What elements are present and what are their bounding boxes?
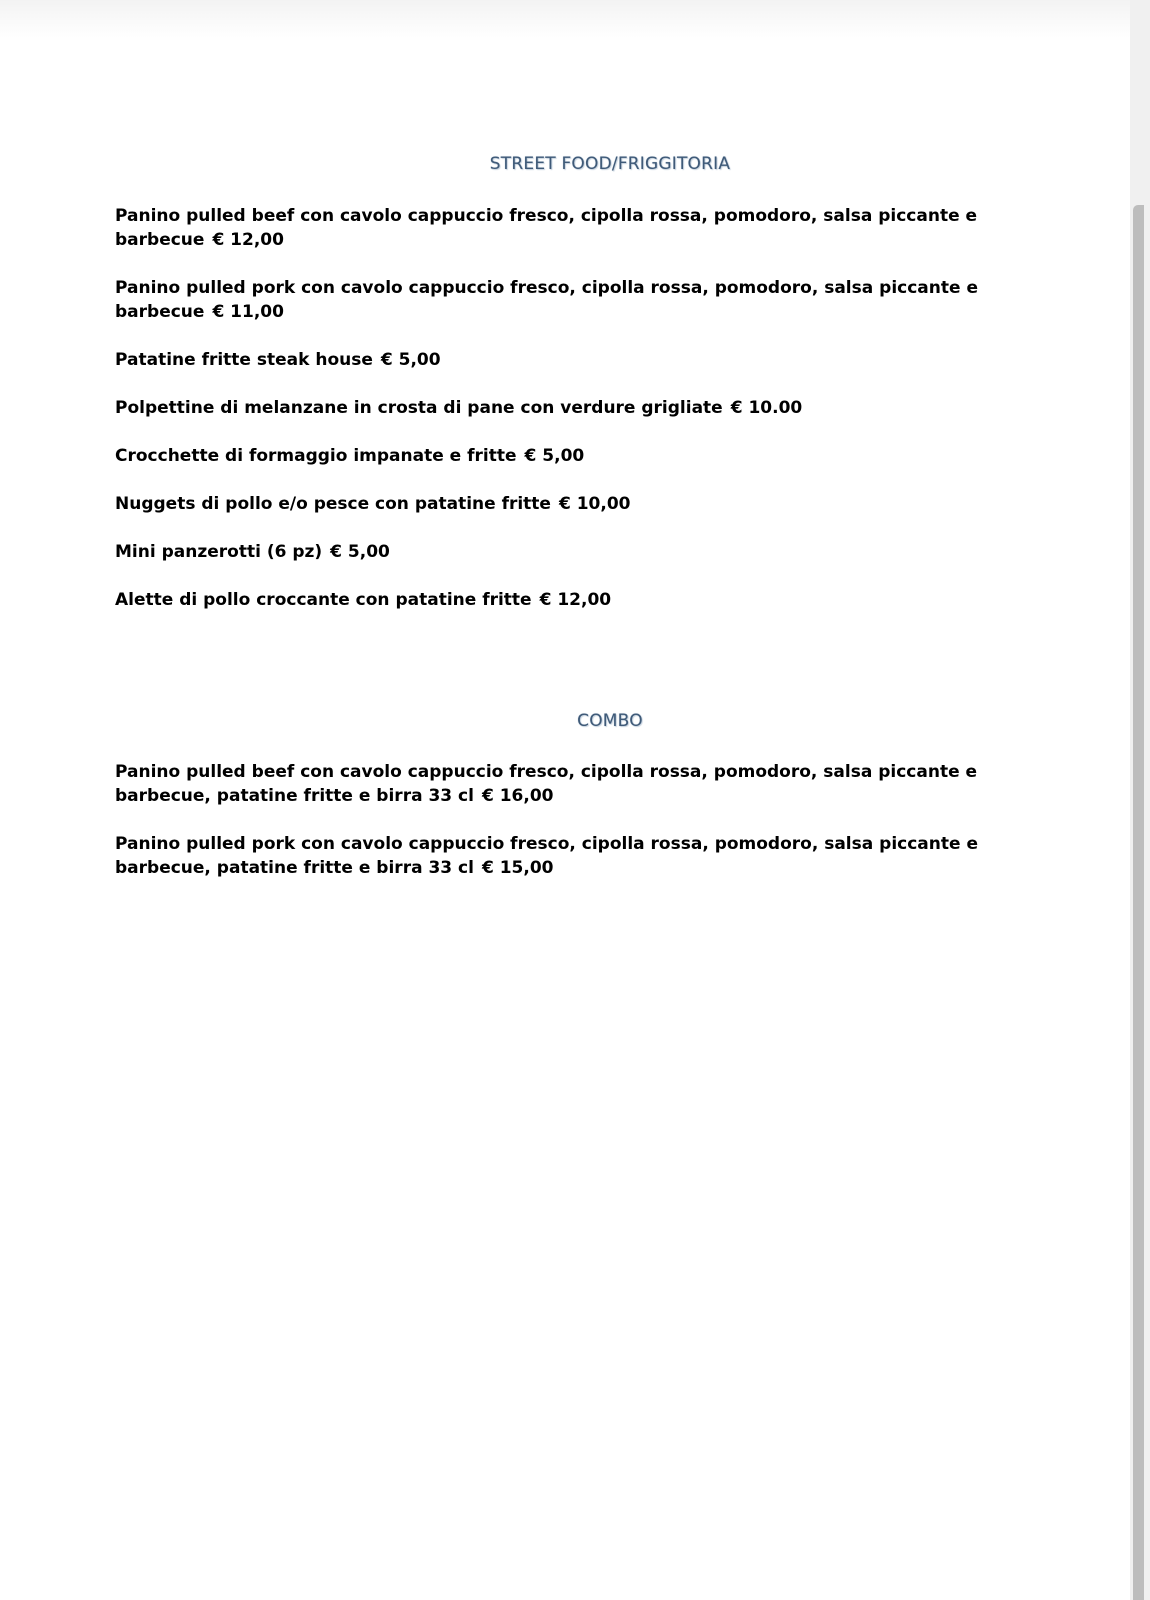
menu-item-desc: Panino pulled pork con cavolo cappuccio fresco, cipolla rossa, pomodoro, salsa piccante e barbecue [115, 278, 978, 322]
menu-item-desc: Polpettine di melanzane in crosta di pane con verdure grigliate [115, 398, 723, 418]
menu-item-desc: Nuggets di pollo e/o pesce con patatine fritte [115, 494, 551, 514]
menu-item-price: € 16,00 [481, 786, 554, 806]
menu-item-price: € 10,00 [558, 494, 631, 514]
menu-item-price: € 15,00 [481, 858, 554, 878]
section-title-combo: COMBO [577, 711, 643, 731]
menu-item-desc: Panino pulled beef con cavolo cappuccio fresco, cipolla rossa, pomodoro, salsa piccante e barbecue, patatine fritte e birra 33 cl [115, 762, 978, 806]
menu-item [115, 396, 1025, 420]
menu-item [115, 348, 1025, 372]
menu-list-combo [115, 760, 1025, 904]
menu-item-desc: Panino pulled pork con cavolo cappuccio fresco, cipolla rossa, pomodoro, salsa piccante e barbecue, patatine fritte e birra 33 cl [115, 834, 978, 878]
menu-item [115, 540, 1025, 564]
menu-item-price: € 5,00 [380, 350, 441, 370]
scrollbar-thumb[interactable] [1133, 205, 1144, 1600]
menu-item-desc: Mini panzerotti (6 pz) [115, 542, 323, 562]
menu-item [115, 276, 1025, 324]
menu-list-street-food [115, 204, 1025, 636]
menu-item-price: € 12,00 [539, 590, 612, 610]
menu-item-price: € 5,00 [524, 446, 585, 466]
menu-item [115, 492, 1025, 516]
menu-item-price: € 10.00 [730, 398, 803, 418]
menu-item [115, 204, 1025, 252]
menu-item [115, 588, 1025, 612]
section-title-street-food: STREET FOOD/FRIGGITORIA [489, 154, 731, 174]
menu-item-price: € 11,00 [212, 302, 284, 322]
menu-item-price: € 5,00 [330, 542, 390, 562]
menu-item-price: € 12,00 [212, 230, 284, 250]
menu-item [115, 444, 1025, 468]
menu-item-desc: Crocchette di formaggio impanate e fritte [115, 446, 517, 466]
menu-item [115, 760, 1025, 808]
menu-item [115, 832, 1025, 880]
menu-item-desc: Patatine fritte steak house [115, 350, 373, 370]
menu-item-desc: Panino pulled beef con cavolo cappuccio fresco, cipolla rossa, pomodoro, salsa piccante e barbecue [115, 206, 978, 250]
menu-item-desc: Alette di pollo croccante con patatine fritte [115, 590, 532, 610]
